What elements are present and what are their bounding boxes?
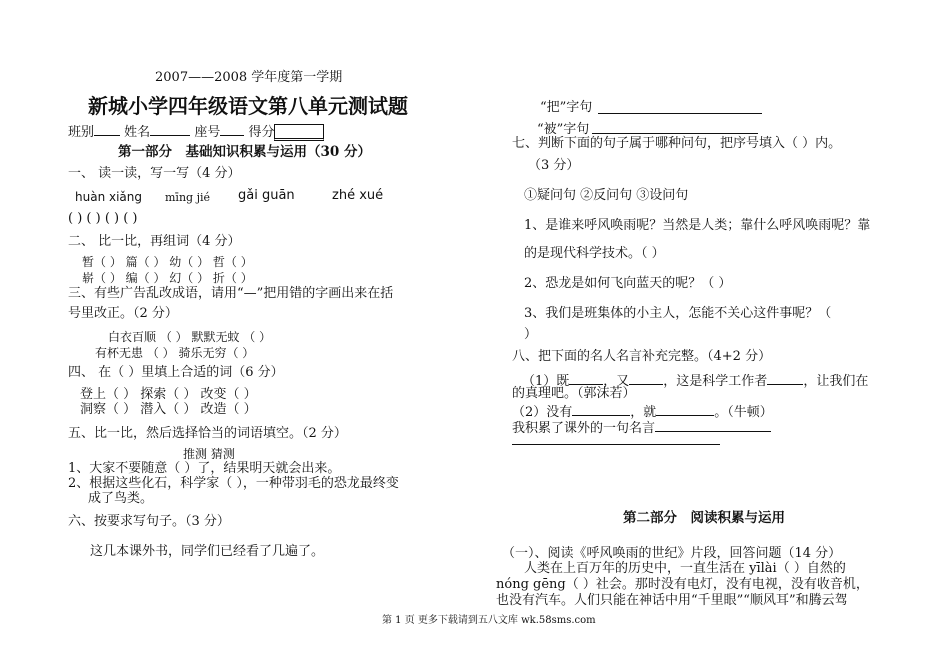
q4-title: 四、 在（ ）里填上合适的词（6 分） [68,365,284,380]
q6-bei-label: “被”字句 [537,122,590,137]
q5-sentence-1[interactable]: 1、大家不要随意（ ）了，结果明天就会出来。 [68,461,341,476]
score-box[interactable] [274,124,324,141]
q1-pinyin-4: zhé xué [332,188,384,203]
q7-item-3[interactable]: 3、我们是班集体的小主人，怎能不关心这件事呢？（ [524,306,832,321]
seat-blank[interactable] [220,122,244,136]
q7-item-2[interactable]: 2、恐龙是如何飞向蓝天的呢？（ ） [524,276,732,291]
q8-line1-a: （1）既 [522,374,570,389]
page-footer: 第 1 页 更多下载请到五八文库 wk.58sms.com [382,615,596,626]
q3-row2[interactable]: 有杯无患 （ ） 骑乐无穷（ ） [95,346,255,360]
q1-answer-blanks[interactable]: ( ) ( ) ( ) ( ) [68,211,138,226]
reading1-para-line3: 也没有汽车。人们只能在神话中用“千里眼”“顺风耳”和腾云驾 [496,593,848,608]
q6-title: 六、按要求写句子。（3 分） [68,514,230,529]
student-info-line [68,122,324,141]
name-blank[interactable] [150,122,190,136]
q7-item-3-cont: ） [524,327,538,342]
q3-title-cont: 号里改正。（2 分） [68,306,178,321]
q7-options: ①疑问句 ②反问句 ③设问句 [524,188,689,203]
name-label: 姓名 [124,125,151,140]
q8-blank-5[interactable] [656,402,714,416]
q6-ba-label: “把”字句 [540,100,593,115]
q5-word-choices: 推测 猜测 [183,447,235,461]
q8-blank-1[interactable] [569,371,603,385]
q8-line1-cont: 的真理吧。（郭沫若） [512,386,636,401]
q8-blank-3[interactable] [767,371,803,385]
q2-row2[interactable]: 崭（ ） 编（ ） 幻（ ） 折（ ） [82,271,253,285]
q7-item-1: 1、是谁来呼风唤雨呢？当然是人类；靠什么呼风唤雨呢？靠 [524,218,871,233]
q3-row1[interactable]: 白衣百顺 （ ） 默默无蚊 （ ） [108,330,272,344]
q8-line3-label: 我积累了课外的一句名言 [512,421,656,436]
seat-label: 座号 [194,125,221,140]
part1-heading: 第一部分 基础知识积累与运用（30 分） [118,144,371,160]
reading1-para-line1[interactable]: 人类在上百万年的历史中，一直生活在 yīlài（ ）自然的 [524,561,846,576]
q2-title: 二、 比一比，再组词（4 分） [68,234,241,249]
q1-pinyin-1: huàn xiǎng [75,190,142,204]
q4-row2[interactable]: 洞察（ ） 潜入（ ） 改造（ ） [80,402,257,417]
part2-heading: 第二部分 阅读积累与运用 [623,510,785,526]
q4-row1[interactable]: 登上（ ） 探索（ ） 改变（ ） [80,387,257,402]
q3-title: 三、有些广告乱改成语，请用“—”把用错的字画出来在括 [68,286,394,301]
school-year: 2007——2008 学年度第一学期 [155,70,343,85]
q1-pinyin-3: gǎi guān [238,188,295,203]
q6-ba-answer-line[interactable] [598,113,762,114]
q8-blank-4[interactable] [572,402,630,416]
class-blank[interactable] [94,122,120,136]
q1-pinyin-2: mīng jié [165,191,211,204]
q8-title: 八、把下面的名人名言补充完整。（4+2 分） [512,349,772,364]
page-title: 新城小学四年级语文第八单元测试题 [88,94,408,118]
q7-title: 七、判断下面的句子属于哪种问句，把序号填入（ ）内。 [512,136,842,151]
score-label: 得分 [248,125,275,140]
q5-sentence-2-cont: 成了鸟类。 [88,491,154,506]
q8-answer-line[interactable] [512,444,720,445]
q5-title: 五、比一比，然后选择恰当的词语填空。（2 分） [68,426,347,441]
q8-line2-a: （2）没有 [512,405,573,420]
q6-bei-answer-line[interactable] [592,133,758,134]
reading1-title: （一）、阅读《呼风唤雨的世纪》片段，回答问题（14 分） [502,546,842,561]
q8-blank-2[interactable] [629,371,663,385]
q8-line1-d: ，让我们在 [803,374,869,389]
q2-row1[interactable]: 暂（ ） 篇（ ） 幼（ ） 哲（ ） [82,255,253,269]
q8-line2-c: 。（牛顿） [714,405,773,420]
q7-score: （3 分） [528,158,580,173]
reading1-para-line2[interactable]: nóng gēng（ ）社会。那时没有电灯，没有电视，没有收音机， [496,577,869,592]
q8-line1-b: ，又 [603,374,630,389]
q8-blank-6[interactable] [655,418,771,432]
q8-line2-b: ，就 [630,405,657,420]
q8-line1-c: ，这是科学工作者 [663,374,768,389]
q6-source-sentence: 这几本课外书，同学们已经看了几遍了。 [90,544,325,559]
q7-item-1-cont[interactable]: 的是现代科学技术。（ ） [524,246,665,261]
q1-title: 一、 读一读，写一写（4 分） [68,166,241,181]
q8-line3 [512,418,771,437]
class-label: 班别 [68,125,95,140]
q5-sentence-2[interactable]: 2、根据这些化石，科学家（ ），一种带羽毛的恐龙最终变 [68,476,399,491]
